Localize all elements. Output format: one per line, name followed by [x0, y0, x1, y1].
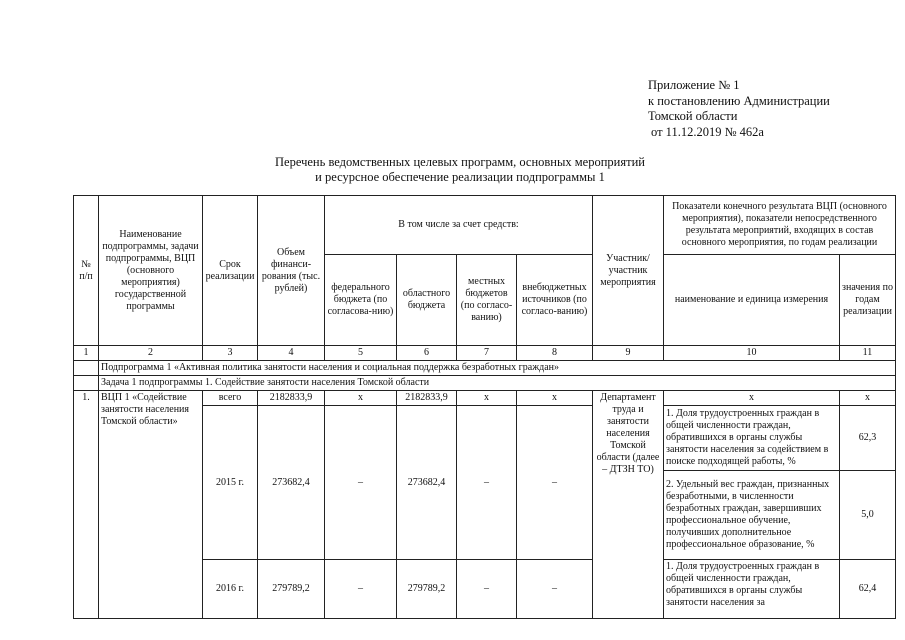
vcp-participant: Департамент труда и занятости населения Томской области (далее – ДТЗН ТО) — [593, 391, 664, 619]
vcp-name: ВЦП 1 «Содействие занятости населения Томской области» — [99, 391, 203, 619]
year-federal: – — [325, 560, 397, 619]
col-number: 5 — [325, 346, 397, 361]
year-regional: 279789,2 — [397, 560, 457, 619]
indicator-name: 2. Удельный вес граждан, признанных безработными, в численности безработных граждан, завершивших профессиональное обучение, получивших дополнительное профессиональное образование, % — [664, 471, 840, 560]
column-numbers-row — [74, 346, 896, 361]
indicator-value: 62,3 — [840, 406, 896, 471]
year-volume: 279789,2 — [258, 560, 325, 619]
document-title — [200, 155, 720, 185]
subprogram-title: Подпрограмма 1 «Активная политика занятости населения и социальная поддержка безработных граждан» — [99, 361, 896, 376]
year-term: 2015 г. — [203, 406, 258, 560]
col-number: 9 — [593, 346, 664, 361]
indicator-value: 5,0 — [840, 471, 896, 560]
header-including: В том числе за счет средств: — [325, 196, 593, 255]
appendix-block — [648, 78, 830, 140]
header-offbudget: внебюджетных источников (по согласо-ванию) — [517, 255, 593, 346]
total-local: х — [457, 391, 517, 406]
header-volume: Объем финанси-рования (тыс. рублей) — [258, 196, 325, 346]
indicator-value: 62,4 — [840, 560, 896, 619]
total-offbudget: х — [517, 391, 593, 406]
total-volume: 2182833,9 — [258, 391, 325, 406]
indicator-name: 1. Доля трудоустроенных граждан в общей численности граждан, обратившихся в органы службы занятости населения за содействием в поиске подходящей работы, % — [664, 406, 840, 471]
header-local: местных бюджетов (по согласо-ванию) — [457, 255, 517, 346]
col-number: 6 — [397, 346, 457, 361]
year-regional: 273682,4 — [397, 406, 457, 560]
header-indicators: Показатели конечного результата ВЦП (основного мероприятия), показатели непосредственного результата мероприятий, входящих в состав основного мероприятия, по годам реализации — [664, 196, 896, 255]
appendix-line-1: Приложение № 1 — [648, 78, 740, 92]
header-ind-value: значения по годам реализации — [840, 255, 896, 346]
year-federal: – — [325, 406, 397, 560]
title-line-1: Перечень ведомственных целевых программ, основных мероприятий — [275, 155, 645, 169]
table-row — [74, 391, 896, 406]
year-local: – — [457, 406, 517, 560]
header-name: Наименование подпрограммы, задачи подпрограммы, ВЦП (основного мероприятия) государственной программы — [99, 196, 203, 346]
col-number: 7 — [457, 346, 517, 361]
total-ind-name: х — [664, 391, 840, 406]
header-ind-name: наименование и единица измерения — [664, 255, 840, 346]
year-offbudget: – — [517, 406, 593, 560]
vcp-num: 1. — [74, 391, 99, 619]
col-number: 3 — [203, 346, 258, 361]
total-ind-value: х — [840, 391, 896, 406]
appendix-line-2: к постановлению Администрации — [648, 93, 830, 108]
col-number: 1 — [74, 346, 99, 361]
col-number: 10 — [664, 346, 840, 361]
appendix-line-4: от 11.12.2019 № 462а — [651, 124, 764, 139]
total-regional: 2182833,9 — [397, 391, 457, 406]
total-term: всего — [203, 391, 258, 406]
task-title: Задача 1 подпрограммы 1. Содействие занятости населения Томской области — [99, 376, 896, 391]
header-federal: федерального бюджета (по согласова-нию) — [325, 255, 397, 346]
header-regional: областного бюджета — [397, 255, 457, 346]
col-number: 2 — [99, 346, 203, 361]
col-number: 11 — [840, 346, 896, 361]
total-federal: х — [325, 391, 397, 406]
year-local: – — [457, 560, 517, 619]
title-line-2: и ресурсное обеспечение реализации подпрограммы 1 — [315, 170, 605, 184]
year-term: 2016 г. — [203, 560, 258, 619]
appendix-line-3: Томской области — [648, 109, 738, 123]
col-number: 8 — [517, 346, 593, 361]
header-term: Срок реализации — [203, 196, 258, 346]
year-volume: 273682,4 — [258, 406, 325, 560]
indicator-name: 1. Доля трудоустроенных граждан в общей численности граждан, обратившихся в органы службы занятости населения за — [664, 560, 840, 619]
col-number: 4 — [258, 346, 325, 361]
year-offbudget: – — [517, 560, 593, 619]
header-participant: Участник/ участник мероприятия — [593, 196, 664, 346]
program-table — [73, 195, 896, 619]
header-num: № п/п — [74, 196, 99, 346]
